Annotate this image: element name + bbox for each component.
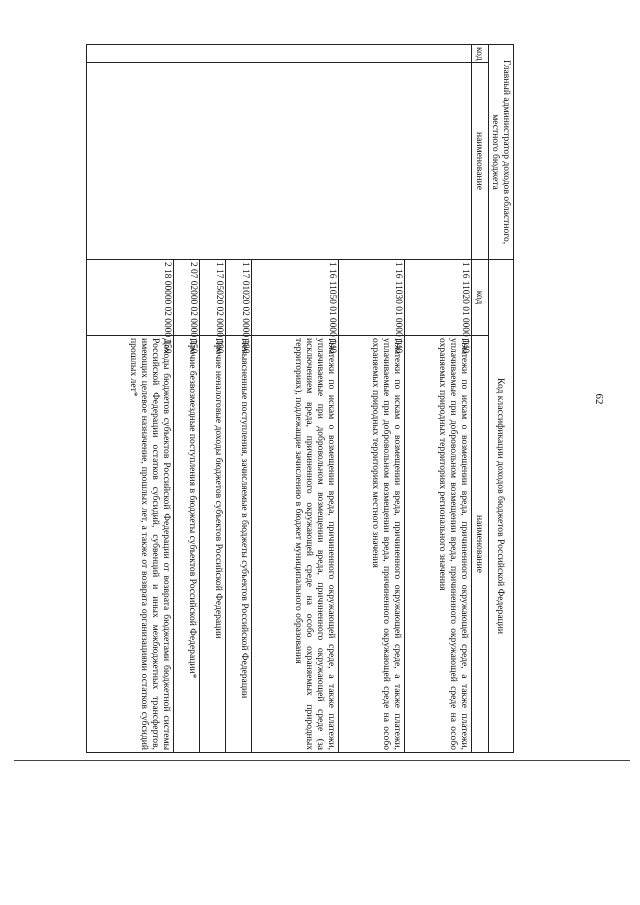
revenue-name: Платежи по искам о возмещении вреда, причиненного окружающей среде, а также платежи, уплачиваемые при добровольном возмещении вреда, причиненного окружающей среде на особо охраняемых природных территориях местного значения [338, 336, 405, 753]
header-class-code: код [471, 260, 488, 336]
revenue-name: Платежи по искам о возмещении вреда, причиненного окружающей среде, а также платежи, уплачиваемые при добровольном возмещении вреда, причиненного окружающей среде (за исключением вреда, причиненного окружающей среде на особо охраняемых природных территориях), подлежащие зачислению в бюджет муниципального образования [251, 336, 338, 753]
header-admin-code: код [471, 45, 488, 63]
admin-name-cell [87, 63, 472, 260]
revenue-code: 2 18 00000 02 0000 150 [87, 260, 174, 336]
revenue-classification-table [86, 44, 514, 753]
header-classification-group: Код классификации доходов бюджетов Российской Федерации [488, 260, 513, 753]
separator-line [14, 760, 630, 761]
revenue-name: Прочие безвозмездные поступления в бюджеты субъектов Российской Федерации* [174, 336, 200, 753]
revenue-code: 1 16 11030 01 0000 140 [338, 260, 405, 336]
revenue-code: 1 16 11020 01 0000 140 [405, 260, 472, 336]
revenue-name: Доходы бюджетов субъектов Российской Федерации от возврата бюджетами бюджетной системы Российской Федерации остатков субсидий, субвенций и иных межбюджетных трансфертов, имеющих целевое назначение, прошлых лет, а также от возврата организациями остатков субсидий прошлых лет* [87, 336, 174, 753]
revenue-name: Прочие неналоговые доходы бюджетов субъектов Российской Федерации [199, 336, 225, 753]
revenue-code: 1 16 11050 01 0000 140 [251, 260, 338, 336]
header-admin-group: Главный администратор доходов областного, местного бюджета [488, 45, 513, 260]
revenue-code: 1 17 01020 02 0000 180 [225, 260, 251, 336]
rotated-document [86, 44, 514, 752]
header-admin-name: наименование [471, 63, 488, 260]
revenue-name: Платежи по искам о возмещении вреда, причиненного окружающей среде, а также платежи, уплачиваемые при добровольном возмещении вреда, причиненного окружающей среде на особо охраняемых природных территориях регионального значения [405, 336, 472, 753]
table-row [405, 45, 472, 753]
page-number: 62 [593, 393, 605, 405]
header-class-name: наименование [471, 336, 488, 753]
revenue-name: Невыясненные поступления, зачисляемые в бюджеты субъектов Российской Федерации [225, 336, 251, 753]
revenue-code: 1 17 05020 02 0000 180 [199, 260, 225, 336]
admin-code-cell [87, 45, 472, 63]
revenue-code: 2 07 02000 02 0000 150 [174, 260, 200, 336]
